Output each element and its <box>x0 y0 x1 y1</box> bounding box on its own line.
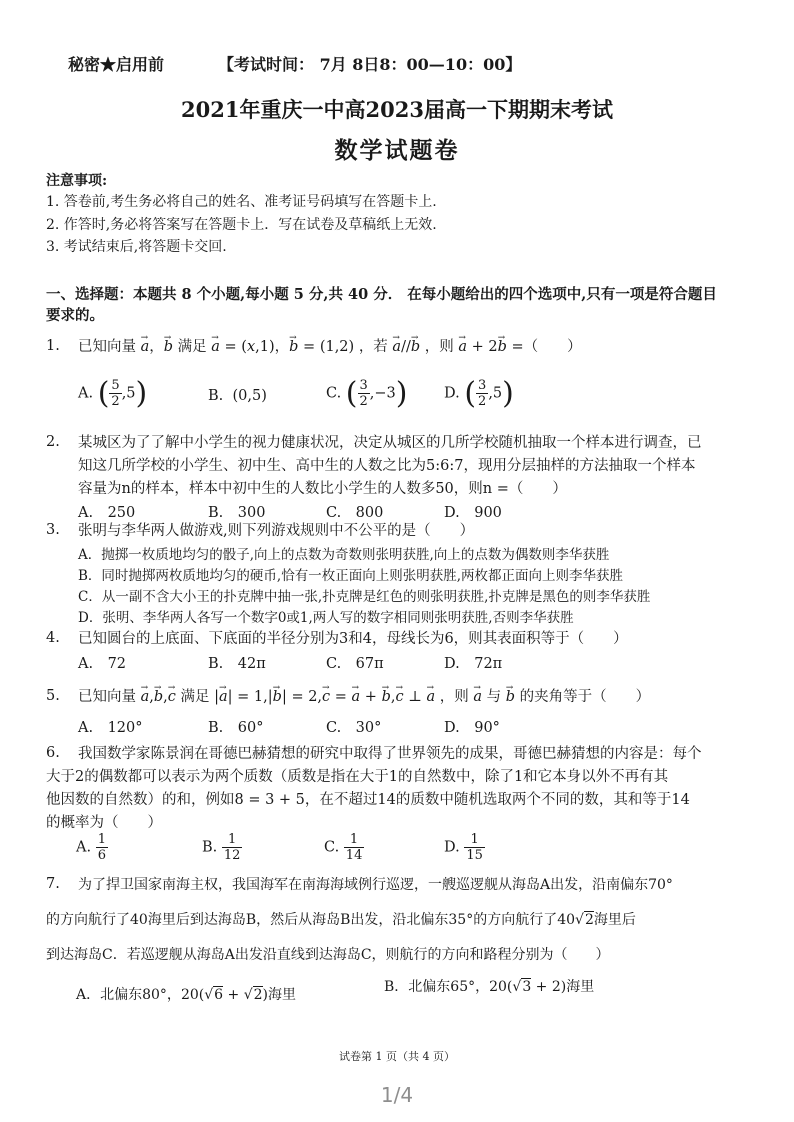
question-2-line: 某城区为了了解中小学生的视力健康状况，决定从城区的几所学校随机抽取一个样本进行调查，已 <box>78 435 702 451</box>
exam-title: 2021年重庆一中高2023届高一下期期末考试 <box>181 97 613 122</box>
question-number: 7. <box>46 876 60 892</box>
question-7-line: 的方向航行了40海里后到达海岛B，然后从海岛B出发，沿北偏东35°的方向航行了40√2海里后 <box>46 912 636 928</box>
question-number: 3. <box>46 522 60 538</box>
option-b: B. 60° <box>208 720 264 736</box>
option-d: D．张明、李华两人各写一个数字0或1,两人写的数字相同则张明获胜,否则李华获胜 <box>78 610 574 626</box>
question-6-line: 我国数学家陈景润在哥德巴赫猜想的研究中取得了世界领先的成果，哥德巴赫猜想的内容是：每个 <box>78 746 702 762</box>
option-c: C. ( $\frac{3}{2}$ ,−3) <box>326 376 408 411</box>
exam-subtitle: 数学试题卷 <box>334 137 460 164</box>
question-6-line: 大于2的偶数都可以表示为两个质数（质数是指在大于1的自然数中，除了1和它本身以外不再有其 <box>46 769 669 785</box>
option-a: A. 250 <box>78 505 136 521</box>
option-b: B. $\frac{1}{12}$ <box>202 832 241 863</box>
question-number: 5. <box>46 688 60 704</box>
question-number: 6. <box>46 745 60 761</box>
question-2-line: 容量为n的样本，样本中初中生的人数比小学生的人数多50，则n =（ ） <box>78 481 567 497</box>
question-4-stem: 已知圆台的上底面、下底面的半径分别为3和4，母线长为6，则其表面积等于（ ） <box>78 631 628 647</box>
option-b: B. (0,5) <box>208 388 267 404</box>
notice-item: 2. 作答时,务必将答案写在答题卡上．写在试卷及草稿纸上无效. <box>46 217 437 233</box>
page-indicator: 1/4 <box>380 1083 414 1107</box>
notice-item: 3. 考试结束后,将答题卡交回. <box>46 239 227 255</box>
option-b: B．北偏东65°，20(√3 + 2)海里 <box>384 979 595 995</box>
option-d: D. $\frac{1}{15}$ <box>444 832 483 863</box>
option-b: B．同时抛掷两枚质地均匀的硬币,恰有一枚正面向上则张明获胜,两枚都正面向上则李华获胜 <box>78 568 624 584</box>
option-c: C. 30° <box>326 720 382 736</box>
option-a: A. 120° <box>78 720 143 736</box>
option-b: B. 300 <box>208 505 266 521</box>
option-d: D. 90° <box>444 720 500 736</box>
notice-item: 1. 答卷前,考生务必将自己的姓名、准考证号码填写在答题卡上. <box>46 194 437 210</box>
question-6-line: 的概率为（ ） <box>46 815 162 831</box>
option-a: A．北偏东80°，20(√6 + √2)海里 <box>76 987 297 1003</box>
notice-heading: 注意事项: <box>46 173 108 189</box>
option-d: D. 72π <box>444 656 503 672</box>
question-2-line: 知这几所学校的小学生、初中生、高中生的人数之比为5:6:7，现用分层抽样的方法抽取一个样本 <box>78 458 696 474</box>
section-heading: 一、选择题：本题共 8 个小题,每小题 5 分,共 40 分． 在每小题给出的四个选项中,只有一项是符合题目要求的。 <box>46 286 717 324</box>
option-d: D. ( $\frac{3}{2}$ ,5) <box>444 376 514 411</box>
exam-time: 【考试时间： 7月 8日8：00—10：00】 <box>218 55 522 74</box>
option-a: A. $\frac{1}{6}$ <box>76 832 106 863</box>
option-a: A．抛掷一枚质地均匀的骰子,向上的点数为奇数则张明获胜,向上的点数为偶数则李华获胜 <box>78 547 610 563</box>
question-6-line: 他因数的自然数）的和，例如8 = 3 + 5，在不超过14的质数中随机选取两个不同的数，其和等于14 <box>46 792 690 808</box>
question-7-line: 到达海岛C．若巡逻舰从海岛A出发沿直线到达海岛C，则航行的方向和路程分别为（ ） <box>46 947 610 963</box>
option-a: A. 72 <box>78 656 127 672</box>
option-d: D. 900 <box>444 505 502 521</box>
option-a: A. ( $\frac{5}{2}$ ,5) <box>78 376 148 411</box>
question-number: 2. <box>46 434 60 450</box>
question-number: 4. <box>46 630 60 646</box>
option-c: C. 800 <box>326 505 384 521</box>
question-number: 1. <box>46 338 60 354</box>
question-1-stem: 已知向量 → a，→ b 满足 → a = (x,1)，→ b = (1,2) ，若 → a//→ b ，则 → a + 2→ b =（ ） <box>78 336 582 359</box>
option-c: C. 67π <box>326 656 384 672</box>
option-b: B. 42π <box>208 656 266 672</box>
question-5-stem: 已知向量 → a,→ b,→ c 满足 |→ a| = 1,|→ b| = 2,→ c = → a + → b,→ c ⊥ → a ，则 → a 与 → b 的夹角等于（ ） <box>78 686 650 709</box>
question-3-stem: 张明与李华两人做游戏,则下列游戏规则中不公平的是（ ） <box>78 523 475 539</box>
page-footer: 试卷第 1 页（共 4 页） <box>339 1050 455 1063</box>
confidential-label: 秘密★启用前 <box>68 55 165 74</box>
question-7-line: 为了捍卫国家南海主权，我国海军在南海海域例行巡逻，一艘巡逻舰从海岛A出发，沿南偏东70° <box>78 877 673 893</box>
option-c: C. $\frac{1}{14}$ <box>324 832 363 863</box>
option-c: C．从一副不含大小王的扑克牌中抽一张,扑克牌是红色的则张明获胜,扑克牌是黑色的则李华获胜 <box>78 589 651 605</box>
